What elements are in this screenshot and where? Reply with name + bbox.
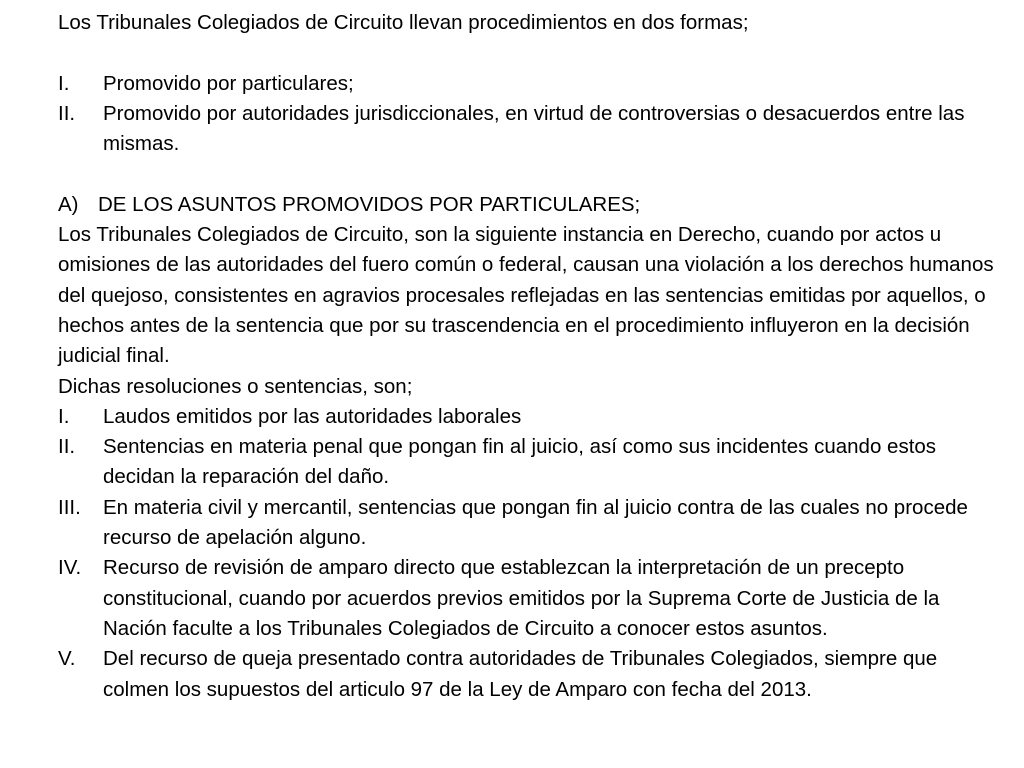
list-item	[58, 644, 1008, 705]
section-marker: A)	[58, 192, 79, 216]
list-item-text: Recurso de revisión de amparo directo que establezcan la interpretación de un precepto constitucional, cuando por acuerdos previos emitidos por la Suprema Corte de Justicia de la Nación faculte a los Tribunales Colegiados de Circuito a conocer estos asuntos.	[103, 556, 940, 640]
list-marker: II.	[58, 435, 76, 459]
list-marker: III.	[58, 495, 81, 519]
resolutions-list	[58, 402, 1008, 705]
spacer	[58, 159, 1008, 189]
list-marker: II.	[58, 101, 76, 125]
forms-list	[58, 69, 1008, 160]
list-item-text: En materia civil y mercantil, sentencias que pongan fin al juicio contra de las cuales no procede recurso de apelación alguno.	[103, 495, 968, 550]
slide-body	[58, 8, 1008, 705]
section-lead: Dichas resoluciones o sentencias, son;	[58, 374, 413, 398]
intro-text: Los Tribunales Colegiados de Circuito llevan procedimientos en dos formas;	[58, 11, 749, 34]
section-paragraph: Los Tribunales Colegiados de Circuito, son la siguiente instancia en Derecho, cuando por actos u omisiones de las autoridades del fuero común o federal, causan una violación a los derechos humanos del quejoso, consistentes en agravios procesales reflejadas en las sentencias emitidas por aquellos, o hechos antes de la sentencia que por su trascendencia en el procedimiento influyeron en la decisión judicial final.	[58, 223, 994, 368]
list-marker: I.	[58, 71, 70, 95]
spacer	[58, 38, 1008, 68]
list-item-text: Promovido por autoridades jurisdiccionales, en virtud de controversias o desacuerdos entre las mismas.	[103, 101, 965, 156]
list-item	[58, 99, 1008, 160]
section-title: DE LOS ASUNTOS PROMOVIDOS POR PARTICULARES;	[98, 192, 641, 216]
list-item	[58, 553, 1008, 644]
list-item-text: Sentencias en materia penal que pongan fin al juicio, así como sus incidentes cuando estos decidan la reparación del daño.	[103, 435, 937, 489]
list-item	[58, 402, 1008, 432]
list-item-text: Del recurso de queja presentado contra autoridades de Tribunales Colegiados, siempre que colmen los supuestos del articulo 97 de la Ley de Amparo con fecha del 2013.	[103, 647, 938, 701]
list-marker: I.	[58, 404, 70, 428]
list-item	[58, 493, 1008, 554]
section-a-heading	[58, 190, 1008, 220]
list-item	[58, 432, 1008, 493]
list-item-text: Laudos emitidos por las autoridades laborales	[103, 404, 522, 428]
list-marker: V.	[58, 647, 76, 671]
list-marker: IV.	[58, 556, 82, 580]
list-item-text: Promovido por particulares;	[103, 71, 354, 95]
list-item	[58, 69, 1008, 99]
